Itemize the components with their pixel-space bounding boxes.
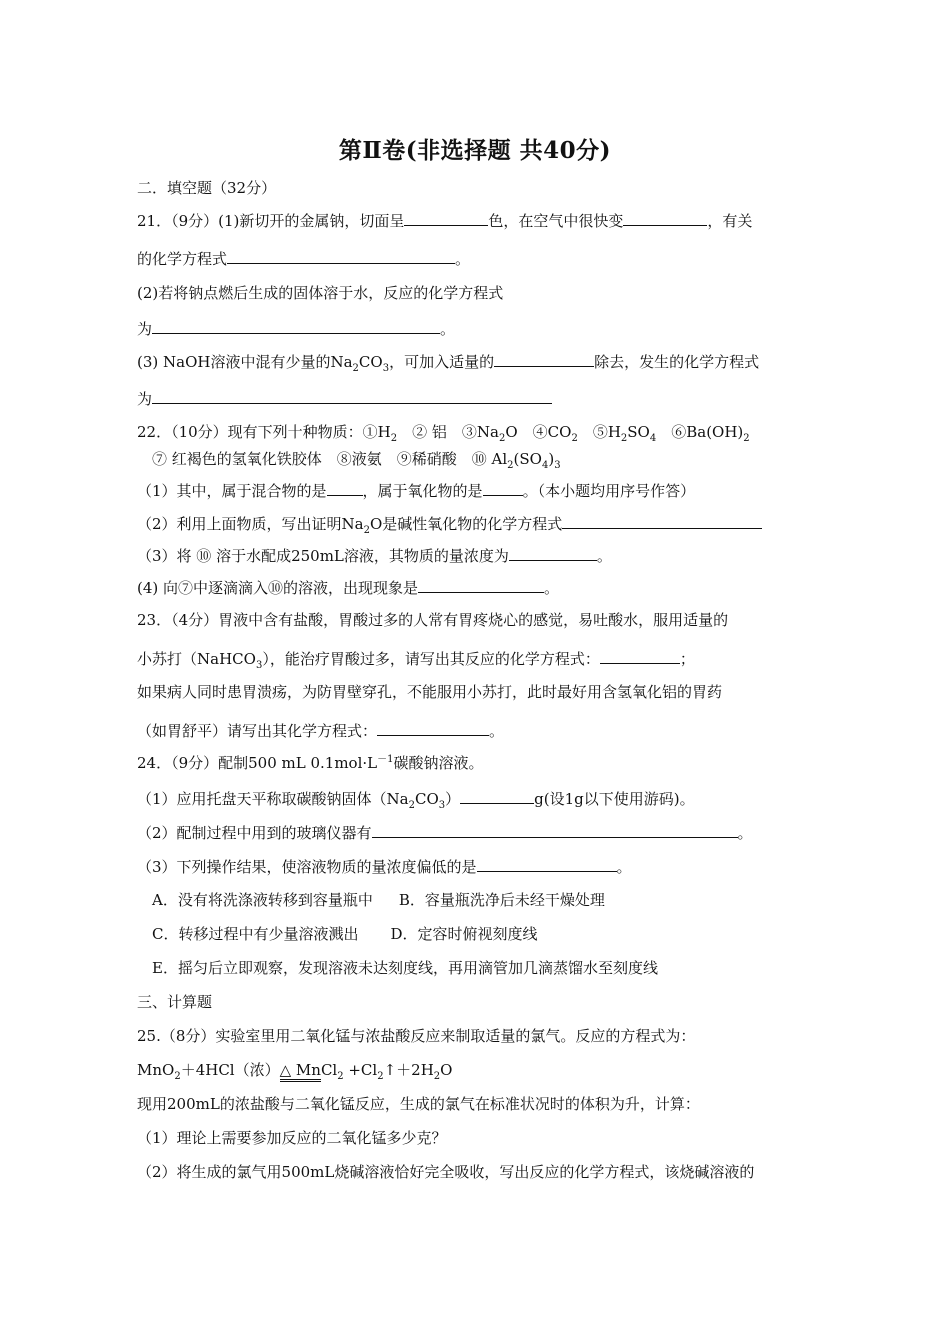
answer-blank[interactable]: [623, 210, 707, 226]
q21-line2: 的化学方程式 。: [137, 250, 471, 268]
answer-blank[interactable]: [372, 822, 738, 838]
option-c[interactable]: C．转移过程中有少量溶液溅出: [152, 925, 359, 943]
option-e[interactable]: E．摇匀后立即观察，发现溶液未达刻度线，再用滴管加几滴蒸馏水至刻度线: [152, 959, 658, 977]
q23-line4: （如胃舒平）请写出其化学方程式： 。: [137, 722, 505, 740]
answer-blank[interactable]: [377, 720, 489, 736]
answer-blank[interactable]: [509, 545, 597, 561]
q22-line5: （3）将 ⑩ 溶于水配成250mL溶液，其物质的量浓度为 。: [137, 547, 612, 565]
q25-line5: （2）将生成的氯气用500mL烧碱溶液恰好完全吸收，写出反应的化学方程式，该烧碱溶液的: [137, 1163, 755, 1181]
answer-blank[interactable]: [152, 318, 440, 334]
q23-line2: 小苏打（NaHCO$_3$），能治疗胃酸过多，请写出其反应的化学方程式： ；: [137, 650, 695, 671]
answer-blank[interactable]: [152, 388, 552, 404]
q24-line3: （2）配制过程中用到的玻璃仪器有 。: [137, 824, 753, 842]
q21-line4: 为 。: [137, 320, 456, 338]
q22-line3: （1）其中，属于混合物的是 ，属于氧化物的是 。（本小题均用序号作答）: [137, 482, 696, 500]
answer-blank[interactable]: [404, 210, 488, 226]
q24-options-cd: [152, 924, 538, 944]
q24-line1: 24．（9分）配制500 mL $0.1mol\cdot L^{-1}$碳酸钠溶液。: [137, 754, 484, 772]
q22-line6: (4) 向⑦中逐滴滴入⑩的溶液，出现现象是 。: [137, 579, 560, 597]
q21-line6: 为: [137, 388, 552, 409]
answer-blank[interactable]: [494, 351, 594, 367]
q24-line4: （3）下列操作结果，使溶液物质的量浓度偏低的是 。: [137, 858, 632, 876]
q22-line2: ⑦ 红褐色的氢氧化铁胶体 ⑧液氨 ⑨稀硝酸 ⑩ $Al_2(SO_4)_3$: [152, 450, 561, 471]
q23-line1: 23．（4分）胃液中含有盐酸，胃酸过多的人常有胃疼烧心的感觉，易吐酸水，服用适量的: [137, 611, 729, 629]
reaction-arrow: △ Mn: [280, 1061, 321, 1082]
answer-blank[interactable]: [460, 788, 534, 804]
q21-line5: (3) NaOH溶液中混有少量的$Na_2CO_3$，可加入适量的 除去，发生的化学方程式: [137, 353, 760, 374]
answer-blank[interactable]: [600, 648, 680, 664]
q22-line4: （2）利用上面物质，写出证明$Na_2O$是碱性氧化物的化学方程式: [137, 513, 762, 534]
answer-blank[interactable]: [562, 513, 762, 529]
section-heading: 二．填空题（32分）: [137, 179, 277, 197]
section-heading: 三、计算题: [137, 993, 213, 1011]
q24-line2: （1）应用托盘天平称取碳酸钠固体$(Na_2CO_3)$ g(设1g以下使用游码)。: [137, 790, 695, 811]
answer-blank[interactable]: [327, 480, 363, 496]
q22-line1: 22．（10分）现有下列十种物质：$①H_2$ ② 铝 $③Na_2O$ $④CO_2$ $⑤H_2SO_4$ $⑥Ba(OH)_2$: [137, 423, 750, 444]
q25-line4: （1）理论上需要参加反应的二氧化锰多少克？: [137, 1129, 447, 1147]
answer-blank[interactable]: [477, 856, 617, 872]
option-d[interactable]: D．定容时俯视刻度线: [390, 925, 538, 943]
q23-line3: 如果病人同时患胃溃疡，为防胃壁穿孔，不能服用小苏打，此时最好用含氢氧化铝的胃药: [137, 683, 723, 701]
q25-line3: 现用200mL的浓盐酸与二氧化锰反应，生成的氯气在标准状况时的体积为升，计算：: [137, 1095, 700, 1113]
option-a[interactable]: A．没有将洗涤液转移到容量瓶中: [152, 891, 373, 909]
answer-blank[interactable]: [418, 577, 544, 593]
answer-blank[interactable]: [227, 248, 455, 264]
page-title: 第Ⅱ卷(非选择题 共40分): [338, 137, 612, 164]
q21-line3: (2)若将钠点燃后生成的固体溶于水，反应的化学方程式: [137, 284, 504, 302]
q24-options-ab: [152, 890, 605, 910]
option-b[interactable]: B．容量瓶洗净后未经干燥处理: [398, 891, 605, 909]
answer-blank[interactable]: [483, 480, 523, 496]
q25-line1: 25.（8分）实验室里用二氧化锰与浓盐酸反应来制取适量的氯气。反应的方程式为：: [137, 1027, 696, 1045]
q25-equation: MnO$_2$＋4HCl（浓）△ MnCl$_2$ $+Cl_2↑+2H_2O$: [137, 1061, 453, 1082]
q21-line1: 21．（9分）(1)新切开的金属钠，切面呈 色，在空气中很快变 ，有关: [137, 212, 753, 230]
